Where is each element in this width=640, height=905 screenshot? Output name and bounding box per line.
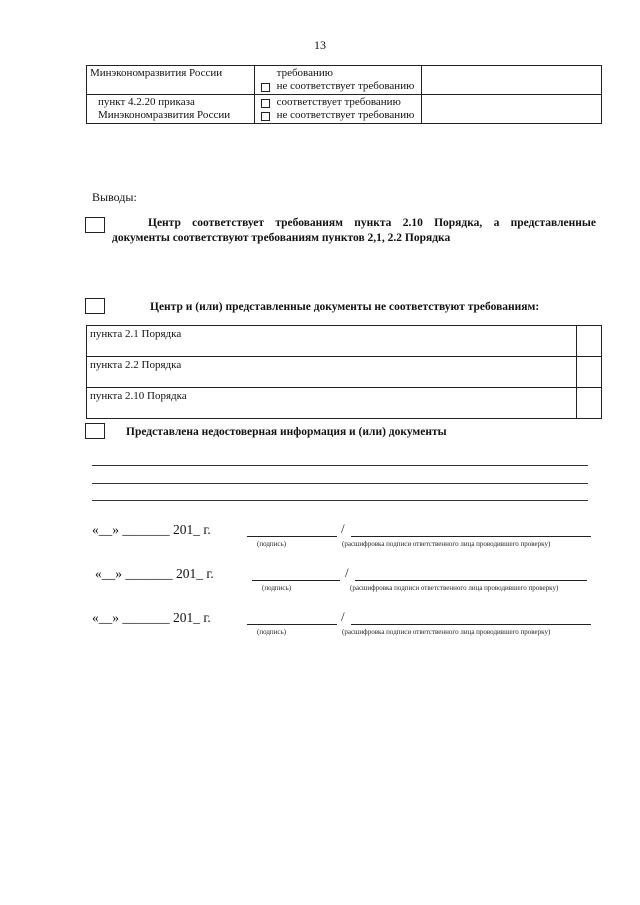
criterion-cell [87,95,255,124]
checkbox-icon[interactable] [261,112,270,121]
conclusion-3-text: Представлена недостоверная информация и (или) документы [126,426,447,438]
point-label: пункта 2.10 Порядка [87,388,577,419]
conclusion-2-checkbox[interactable] [85,298,105,314]
note-cell[interactable] [422,66,602,95]
points-table [86,325,602,419]
table-row [87,388,602,419]
checkbox-icon[interactable] [261,83,270,92]
option-label: не соответствует требованию [276,109,415,121]
option-label: соответствует требованию [276,96,401,108]
name-caption: (расшифровка подписи ответственного лица проводившего проверку) [350,584,559,592]
point-label: пункта 2.1 Порядка [87,326,577,357]
fill-line[interactable] [92,465,588,466]
signature-date[interactable]: «__» _______ 201_ г. [95,566,214,581]
signature-date[interactable]: «__» _______ 201_ г. [92,610,211,625]
sign-caption: (подпись) [257,540,287,548]
options-cell [254,66,422,95]
options-cell [254,95,422,124]
name-caption: (расшифровка подписи ответственного лица проводившего проверку) [342,628,551,636]
page-number: 13 [314,38,326,52]
slash: / [345,565,349,580]
conclusion-1-label: Центр соответствует требованиям пункта 2.10 Порядка, а представленные документы соответствуют требованиям пунктов 2,1, 2.2 Порядка [112,217,596,244]
conclusion-3-checkbox[interactable] [85,423,105,439]
note-cell[interactable] [422,95,602,124]
criterion-text: пункт 4.2.20 приказа Минэкономразвития России [98,96,231,121]
fill-line[interactable] [92,483,588,484]
signature-line[interactable] [247,536,337,537]
option-label: требованию [276,67,333,79]
point-check-cell[interactable] [577,388,602,419]
conclusion-1-checkbox[interactable] [85,217,105,233]
sign-caption: (подпись) [262,584,292,592]
slash: / [341,521,345,536]
signature-line[interactable] [247,624,337,625]
point-label: пункта 2.2 Порядка [87,357,577,388]
fill-line[interactable] [92,500,588,501]
name-line[interactable] [351,536,591,537]
table-row [87,357,602,388]
point-check-cell[interactable] [577,326,602,357]
conclusion-2-text: Центр и (или) представленные документы не соответствуют требованиям: [150,301,540,313]
requirements-table [86,65,602,124]
option-label: не соответствует требованию [276,80,415,92]
signature-date[interactable]: «__» _______ 201_ г. [92,522,211,537]
conclusion-1-text [112,216,596,246]
option [258,80,419,93]
option [258,109,419,122]
criterion-cell: Минэкономразвития России [87,66,255,95]
table-row [87,66,602,95]
option [258,67,419,80]
conclusions-heading: Выводы: [92,190,137,204]
signature-line[interactable] [252,580,340,581]
sign-caption: (подпись) [257,628,287,636]
name-line[interactable] [355,580,587,581]
option [258,96,419,109]
slash: / [341,609,345,624]
checkbox-icon[interactable] [261,99,270,108]
table-row [87,95,602,124]
name-caption: (расшифровка подписи ответственного лица проводившего проверку) [342,540,551,548]
name-line[interactable] [351,624,591,625]
table-row [87,326,602,357]
point-check-cell[interactable] [577,357,602,388]
